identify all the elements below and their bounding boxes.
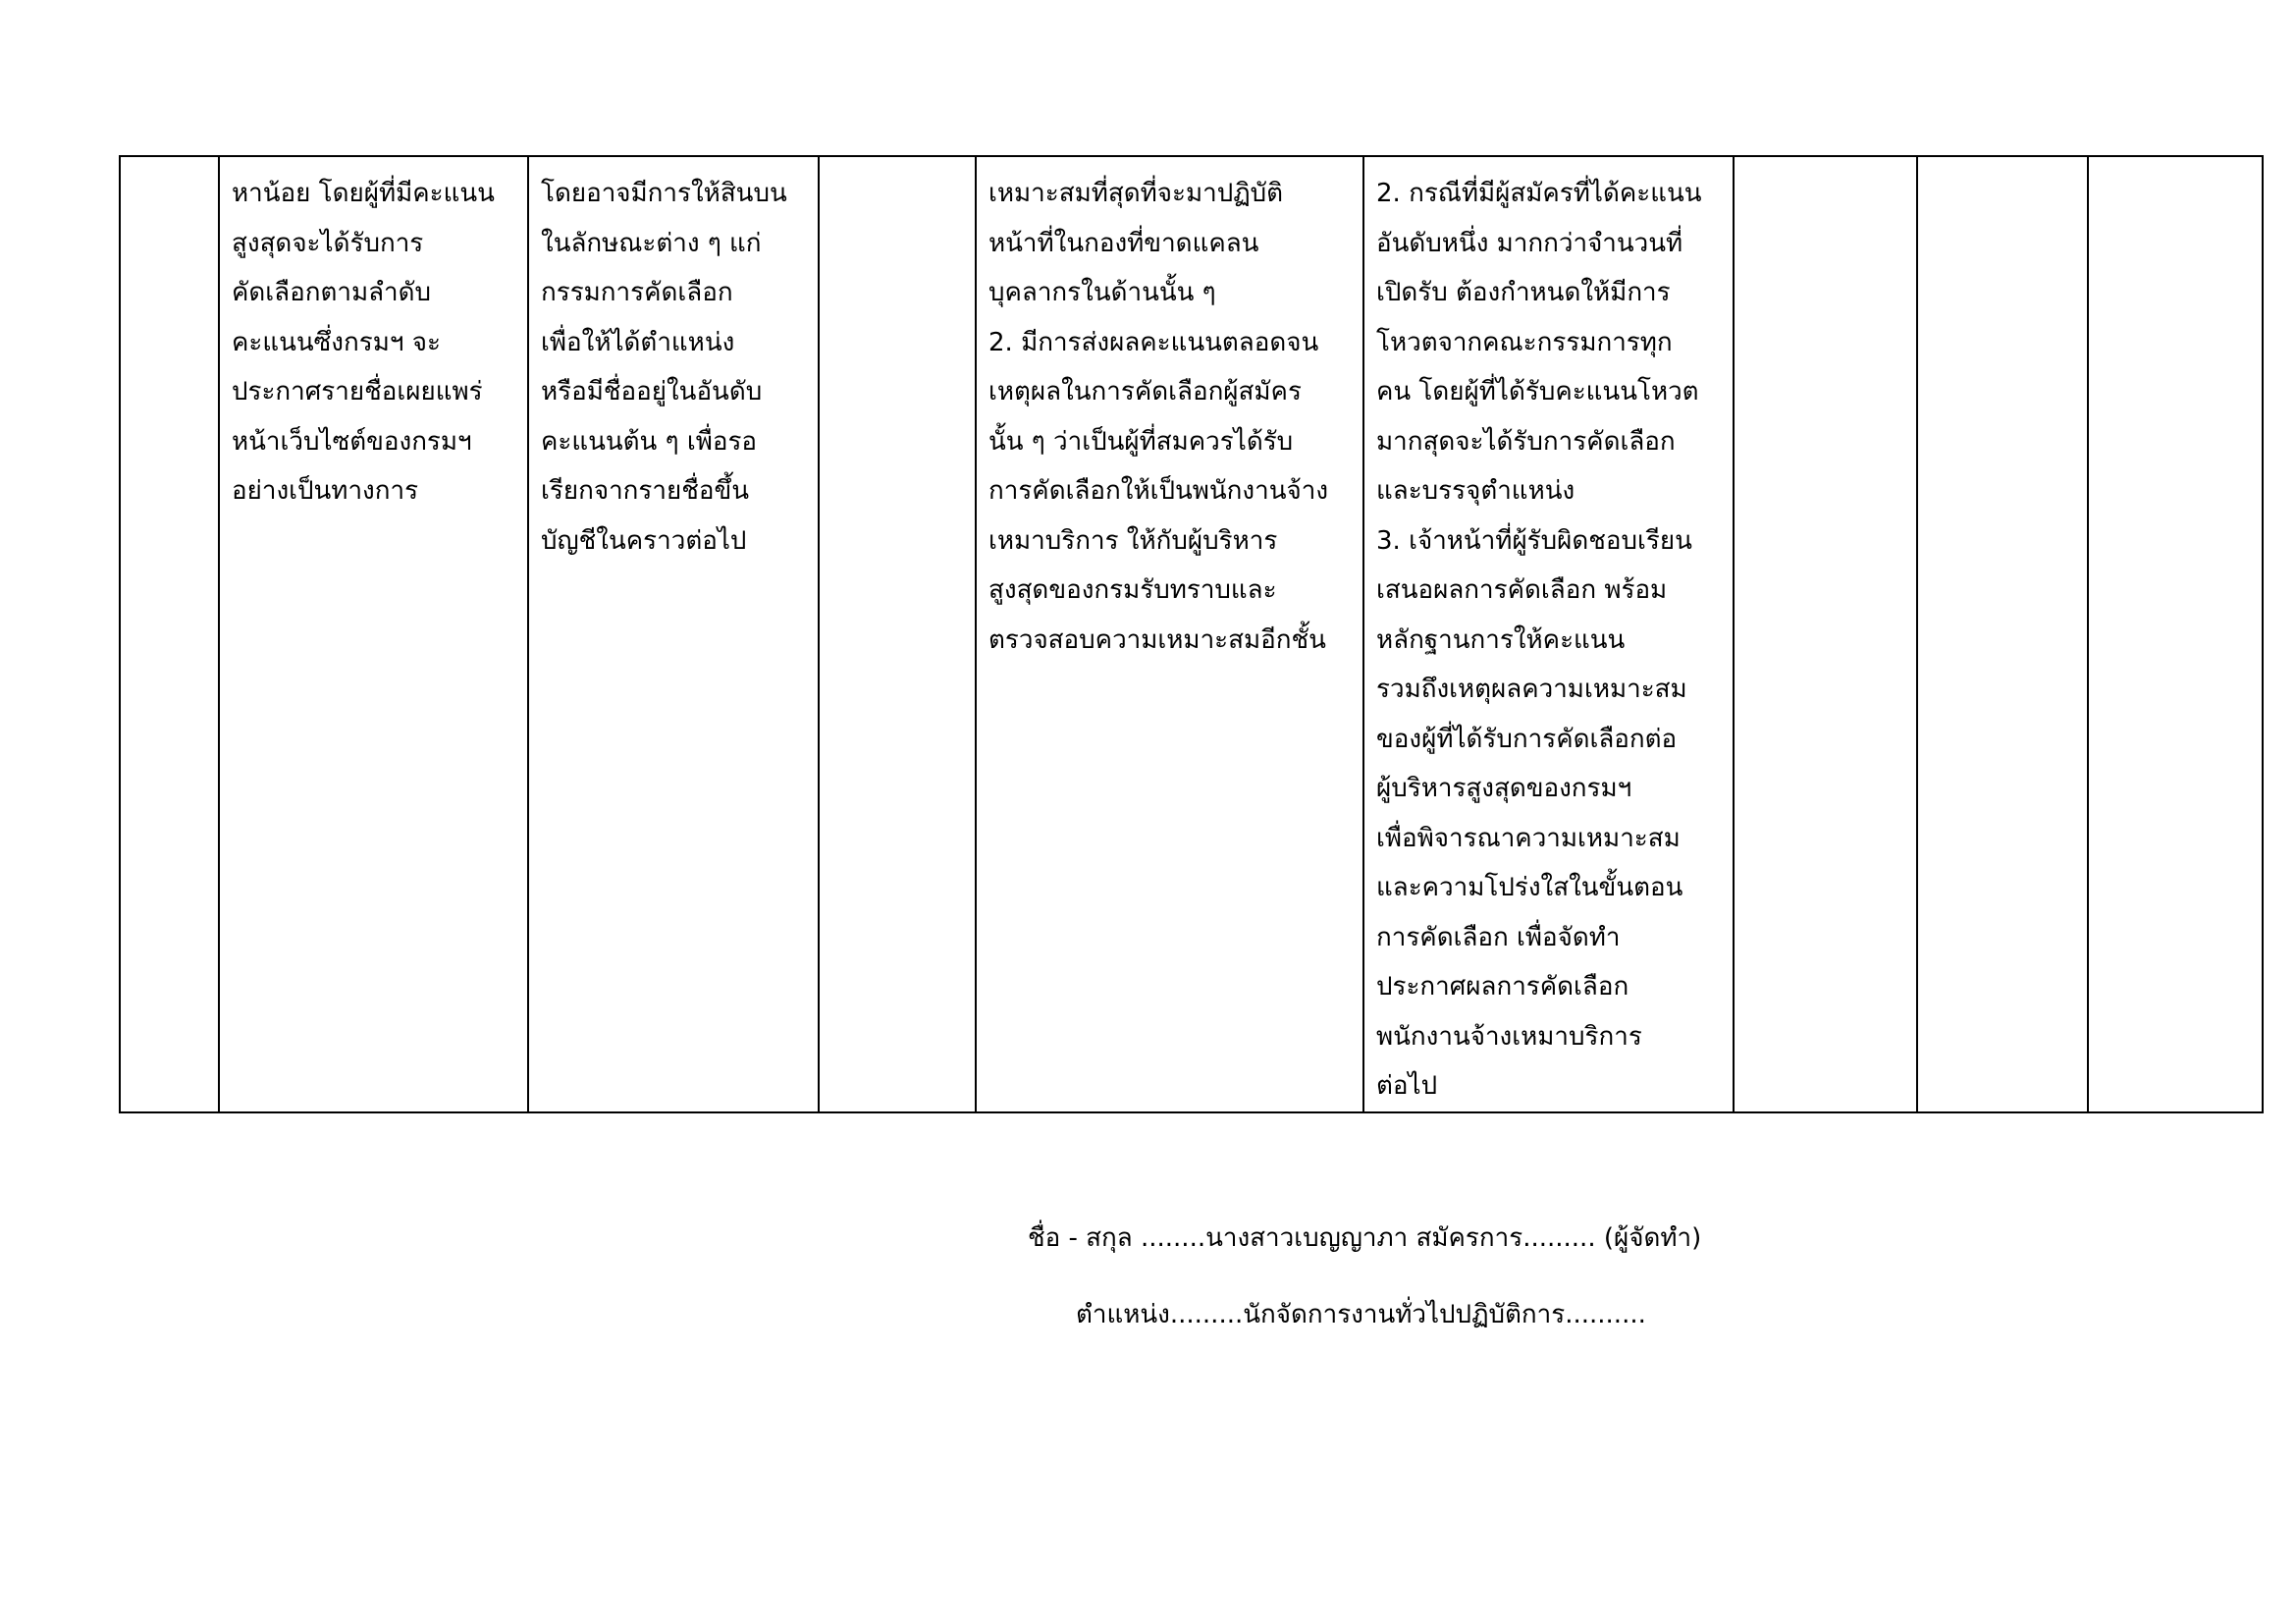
cell-text-line: ตรวจสอบความเหมาะสมอีกชั้น (988, 624, 1326, 655)
cell-text-line: และความโปร่งใสในขั้นตอน (1376, 873, 1683, 902)
cell-text-line: อันดับหนึ่ง มากกว่าจำนวนที่ (1376, 228, 1683, 258)
document-table (119, 155, 2264, 1113)
cell-text-line: คะแนนซึ่งกรมฯ จะ (232, 327, 441, 357)
table-cell-col-7 (1734, 156, 1917, 1112)
cell-text-line: เหมาะสมที่สุดที่จะมาปฏิบัติ (988, 179, 1284, 208)
table-cell-col-9 (2088, 156, 2263, 1112)
cell-text-line: เหตุผลในการคัดเลือกผู้สมัคร (988, 377, 1302, 406)
cell-text-line: เหมาบริการ ให้กับผู้บริหาร (988, 525, 1278, 556)
cell-text-line: หน้าที่ในกองที่ขาดแคลน (988, 228, 1259, 258)
cell-text-line: หาน้อย โดยผู้ที่มีคะแนน (232, 179, 495, 208)
cell-text-line: รวมถึงเหตุผลความเหมาะสม (1376, 675, 1687, 704)
cell-text-line: ในลักษณะต่าง ๆ แก่ (541, 228, 762, 258)
cell-text-line: คะแนนต้น ๆ เพื่อรอ (541, 426, 758, 457)
cell-text-line: 3. เจ้าหน้าที่ผู้รับผิดชอบเรียน (1376, 525, 1692, 556)
cell-text-line: คัดเลือกตามลำดับ (232, 278, 431, 307)
cell-text-line: สูงสุดของกรมรับทราบและ (988, 575, 1277, 605)
signature-position-line: ตำแหน่ง.........นักจัดการงานทั่วไปปฏิบัติการ.......... (1076, 1300, 1646, 1329)
cell-text-line: 2. กรณีที่มีผู้สมัครที่ได้คะแนน (1376, 179, 1702, 208)
cell-text-line: โดยอาจมีการให้สินบน (541, 179, 787, 208)
cell-text-line: หน้าเว็บไซต์ของกรมฯ (232, 426, 472, 457)
cell-text-line: เสนอผลการคัดเลือก พร้อม (1376, 575, 1668, 605)
cell-text-line: นั้น ๆ ว่าเป็นผู้ที่สมควรได้รับ (988, 426, 1294, 457)
table-cell-col-8 (1917, 156, 2088, 1112)
cell-text-line: มากสุดจะได้รับการคัดเลือก (1376, 426, 1676, 457)
signature-name-line: ชื่อ - สกุล ........นางสาวเบญญาภา สมัครการ......... (ผู้จัดทำ) (1028, 1223, 1702, 1253)
cell-text-line: สูงสุดจะได้รับการ (232, 228, 424, 258)
cell-text-line: เพื่อให้ได้ตำแหน่ง (541, 327, 735, 357)
cell-text-line: ประกาศรายชื่อเผยแพร่ (232, 377, 483, 406)
cell-text-line: บัญชีในคราวต่อไป (541, 525, 747, 556)
cell-text-line: กรรมการคัดเลือก (541, 278, 733, 307)
cell-text-line: เปิดรับ ต้องกำหนดให้มีการ (1376, 278, 1671, 307)
cell-text-line: การคัดเลือก เพื่อจัดทำ (1376, 922, 1621, 952)
cell-text-line: เรียกจากรายชื่อขึ้น (541, 476, 750, 506)
cell-text-line: อย่างเป็นทางการ (232, 476, 419, 506)
cell-text-line: ต่อไป (1376, 1071, 1438, 1101)
table-cell-col-6 (1363, 156, 1734, 1112)
table-cell-col-1 (120, 156, 219, 1112)
cell-text-line: หลักฐานการให้คะแนน (1376, 624, 1626, 655)
cell-text-line: และบรรจุตำแหน่ง (1376, 476, 1575, 506)
table-cell-col-2 (219, 156, 528, 1112)
cell-text-line: หรือมีชื่ออยู่ในอันดับ (541, 377, 763, 406)
cell-text-line: ของผู้ที่ได้รับการคัดเลือกต่อ (1376, 724, 1678, 754)
cell-text-line: บุคลากรในด้านนั้น ๆ (988, 278, 1216, 307)
table-cell-col-4 (819, 156, 976, 1112)
cell-text-line: คน โดยผู้ที่ได้รับคะแนนโหวต (1376, 377, 1699, 406)
cell-text-line: ผู้บริหารสูงสุดของกรมฯ (1376, 774, 1632, 803)
table-cell-col-5 (976, 156, 1363, 1112)
cell-text-line: โหวตจากคณะกรรมการทุก (1376, 327, 1673, 357)
cell-text-line: การคัดเลือกให้เป็นพนักงานจ้าง (988, 476, 1329, 506)
table-cell-col-3 (528, 156, 819, 1112)
table-row (120, 156, 2263, 1112)
cell-text-line: ประกาศผลการคัดเลือก (1376, 972, 1629, 1001)
cell-text-line: 2. มีการส่งผลคะแนนตลอดจน (988, 327, 1319, 357)
cell-text-line: เพื่อพิจารณาความเหมาะสม (1376, 823, 1681, 853)
cell-text-line: พนักงานจ้างเหมาบริการ (1376, 1021, 1642, 1052)
